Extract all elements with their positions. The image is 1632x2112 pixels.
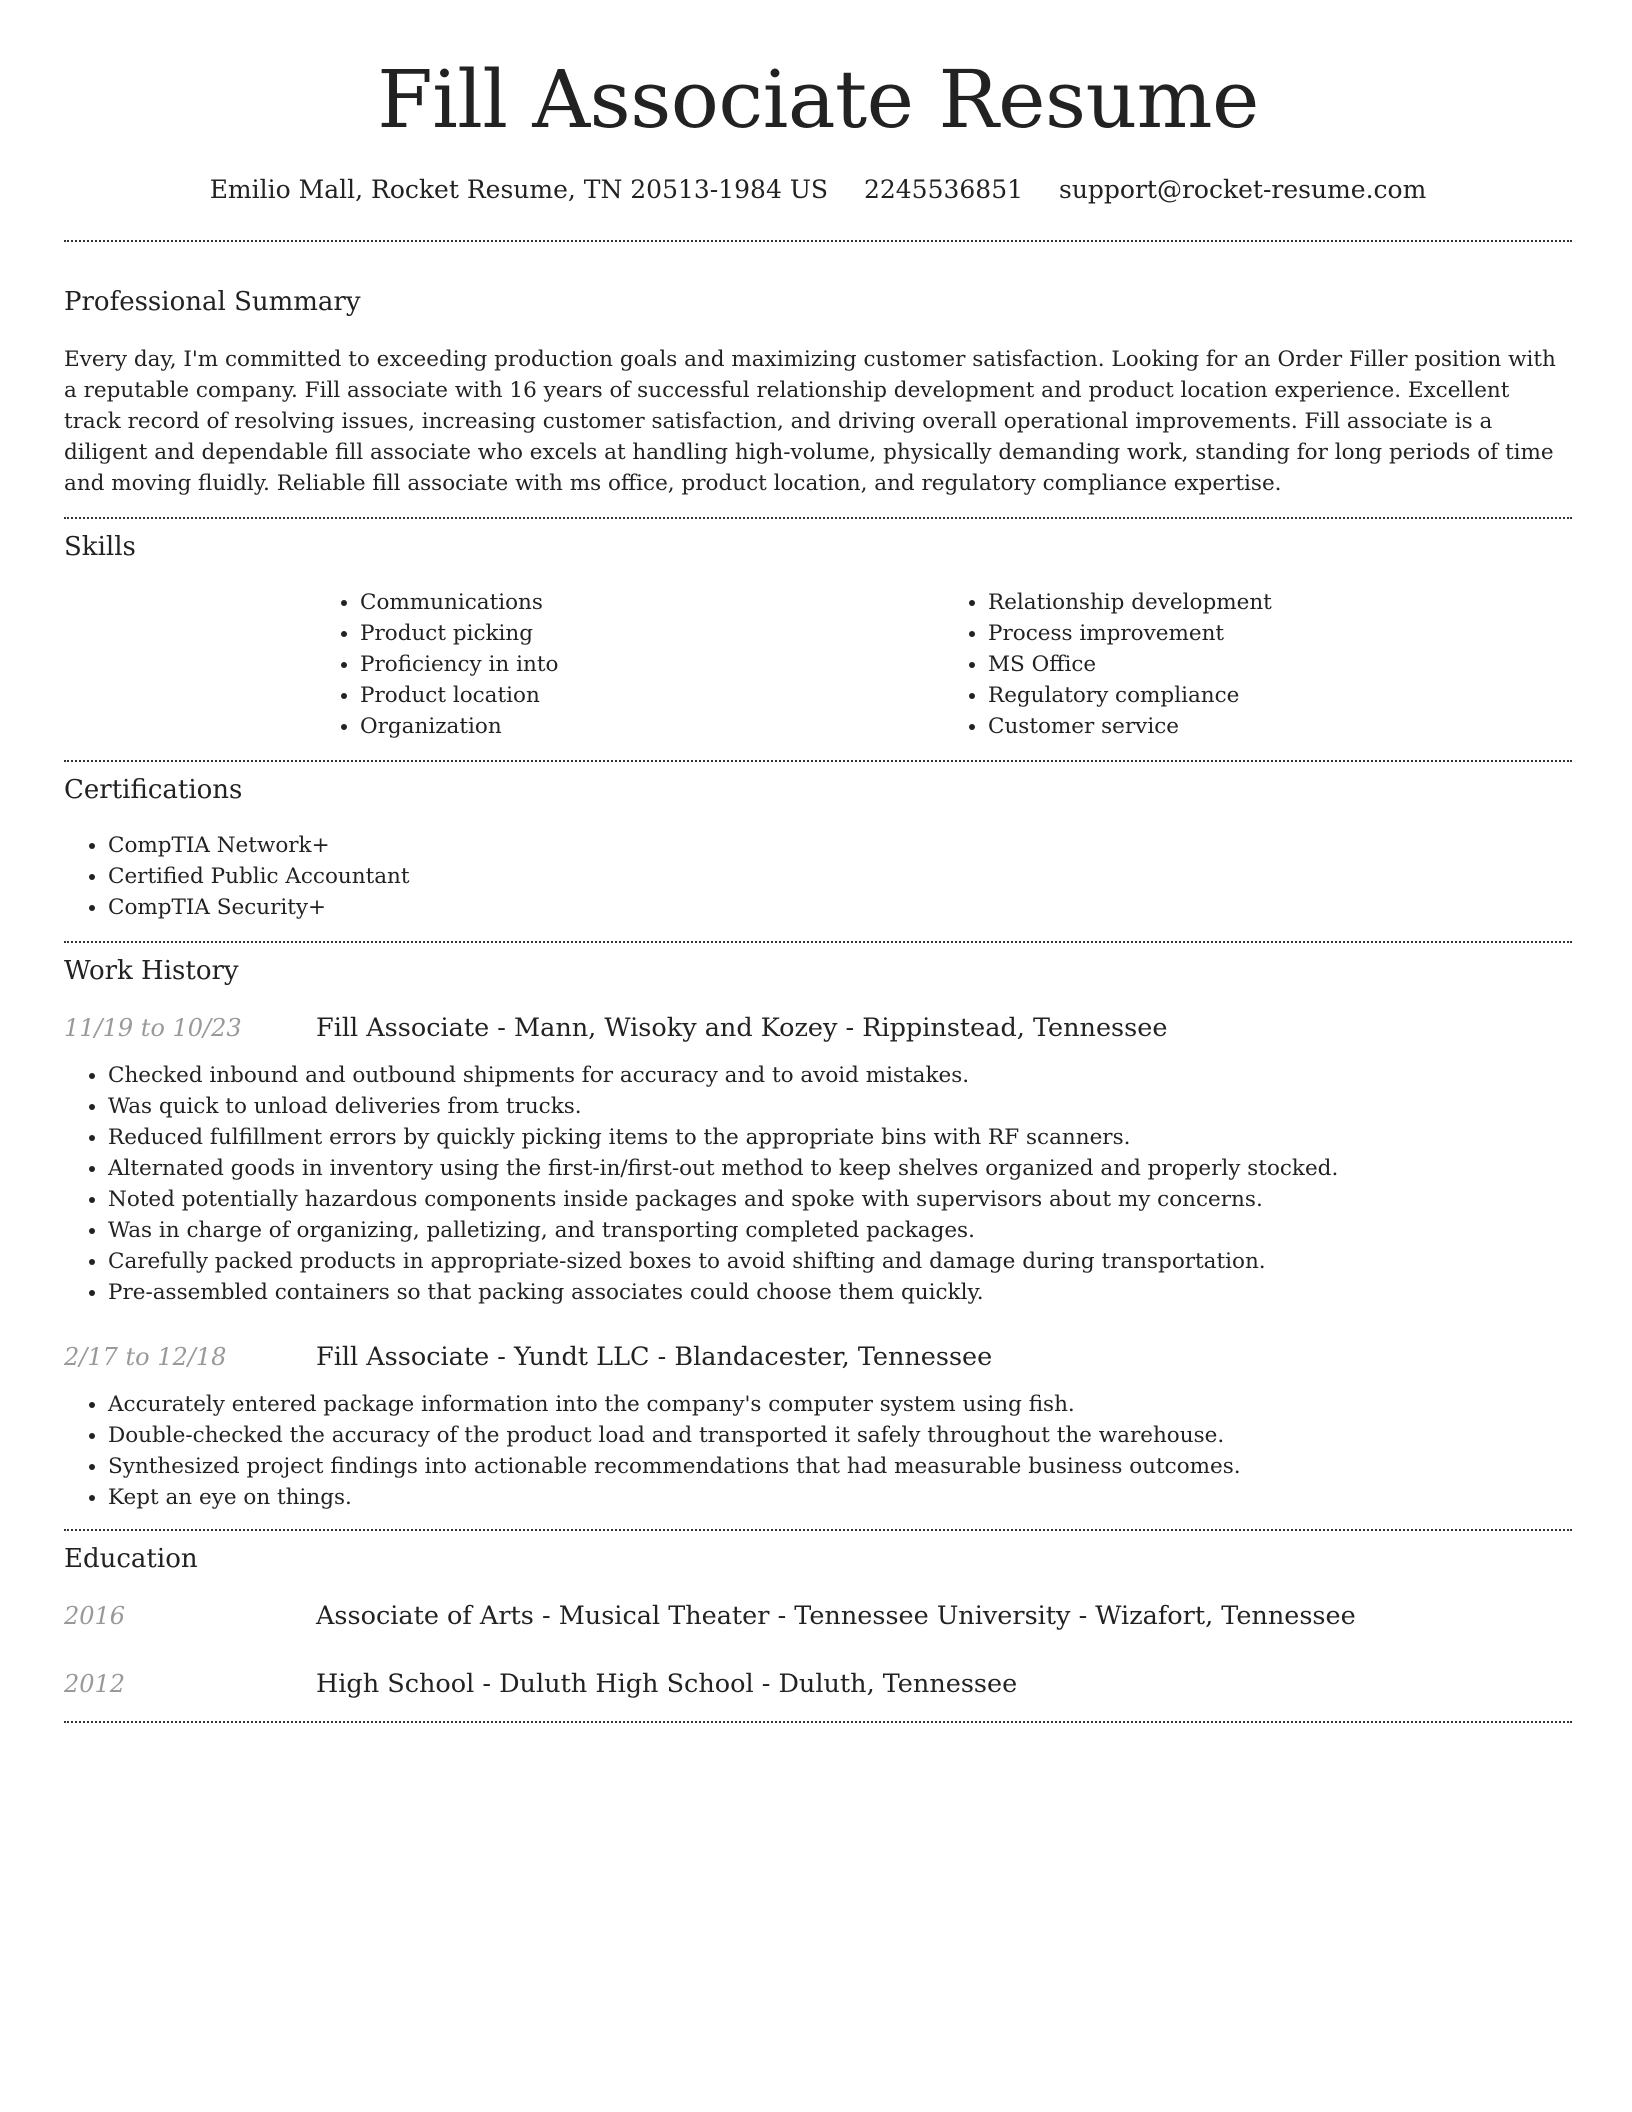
education-year: 2016: [64, 1602, 126, 1630]
section-heading-education: Education: [64, 1544, 198, 1574]
skill-item: • Customer service: [988, 711, 1572, 742]
skills-list-left: [316, 587, 944, 742]
education-heading: High School - Duluth High School - Duluth, Tennessee: [316, 1669, 1018, 1699]
education-field: Musical Theater: [558, 1601, 770, 1631]
job-title: Fill Associate: [316, 1013, 490, 1043]
skills-list-right: [944, 587, 1572, 742]
education-school: Tennessee University: [794, 1601, 1071, 1631]
job-bullet: • Kept an eye on things.: [108, 1482, 1572, 1513]
summary-text: Every day, I'm committed to exceeding production goals and maximizing customer satisfaction. Looking for an Order Filler position with a reputable company. Fill associate with 16 years of successful relationship development and product location experience. Excellent track record of resolving issues, increasing customer satisfaction, and driving overall operational improvements. Fill associate is a diligent and dependable fill associate who excels at handling high-volume, physically demanding work, standing for long periods of time and moving fluidly. Reliable fill associate with ms office, product location, and regulatory compliance expertise.: [64, 347, 1556, 496]
education-school: Duluth High School: [499, 1669, 754, 1699]
certification-item: • Certified Public Accountant: [108, 861, 1572, 892]
skill-item: • Process improvement: [988, 618, 1572, 649]
section-heading-certifications: Certifications: [64, 775, 243, 805]
job-entry: [64, 1340, 1572, 1513]
section-heading-skills: Skills: [64, 532, 136, 562]
job-heading: Fill Associate - Yundt LLC - Blandacester, Tennessee: [316, 1342, 993, 1372]
skill-item: • Regulatory compliance: [988, 680, 1572, 711]
job-bullet: • Was quick to unload deliveries from trucks.: [108, 1091, 1572, 1122]
job-entry: [64, 1011, 1572, 1308]
job-bullet: • Alternated goods in inventory using the first-in/first-out method to keep shelves organized and properly stocked.: [108, 1153, 1572, 1184]
education-entry: [64, 1599, 1572, 1633]
summary-section: [64, 242, 1572, 517]
education-entry: [64, 1667, 1572, 1701]
job-header-row: [64, 1011, 1572, 1045]
contact-phone: 2245536851: [863, 175, 1024, 204]
job-bullets: [64, 1060, 1572, 1308]
job-company: Yundt LLC: [514, 1342, 650, 1372]
education-degree: High School: [316, 1669, 475, 1699]
job-bullet: • Synthesized project findings into actionable recommendations that had measurable business outcomes.: [108, 1451, 1572, 1482]
education-degree: Associate of Arts: [316, 1601, 534, 1631]
certifications-list: [64, 830, 1572, 923]
divider: [64, 1721, 1572, 1723]
job-location: Blandacester, Tennessee: [674, 1342, 993, 1372]
section-heading-work-history: Work History: [64, 956, 239, 986]
job-bullet: • Reduced fulfillment errors by quickly picking items to the appropriate bins with RF scanners.: [108, 1122, 1572, 1153]
resume-page: [64, 0, 1572, 1723]
resume-title: Fill Associate Resume: [377, 53, 1259, 146]
job-header-row: [64, 1340, 1572, 1374]
job-bullet: • Accurately entered package information into the company's computer system using fish.: [108, 1389, 1572, 1420]
education-heading: Associate of Arts - Musical Theater - Tennessee University - Wizafort, Tennessee: [316, 1601, 1356, 1631]
job-bullet: • Double-checked the accuracy of the product load and transported it safely throughout the warehouse.: [108, 1420, 1572, 1451]
education-location: Wizafort, Tennessee: [1095, 1601, 1356, 1631]
skill-item: • Product location: [360, 680, 944, 711]
skill-item: • Product picking: [360, 618, 944, 649]
job-dates: 11/19 to 10/23: [64, 1014, 242, 1042]
education-section: [64, 1531, 1572, 1721]
skill-item: • Relationship development: [988, 587, 1572, 618]
skill-item: • MS Office: [988, 649, 1572, 680]
skills-section: [64, 519, 1572, 760]
job-bullet: • Was in charge of organizing, palletizing, and transporting completed packages.: [108, 1215, 1572, 1246]
job-dates: 2/17 to 12/18: [64, 1343, 227, 1371]
education-year: 2012: [64, 1670, 126, 1698]
certifications-section: [64, 762, 1572, 941]
section-heading-summary: Professional Summary: [64, 287, 361, 317]
work-history-section: [64, 943, 1572, 1529]
job-heading: Fill Associate - Mann, Wisoky and Kozey - Rippinstead, Tennessee: [316, 1013, 1168, 1043]
job-bullet: • Checked inbound and outbound shipments for accuracy and to avoid mistakes.: [108, 1060, 1572, 1091]
education-location: Duluth, Tennessee: [778, 1669, 1018, 1699]
certification-item: • CompTIA Security+: [108, 892, 1572, 923]
job-bullet: • Carefully packed products in appropriate-sized boxes to avoid shifting and damage during transportation.: [108, 1246, 1572, 1277]
skill-item: • Communications: [360, 587, 944, 618]
skill-item: • Proficiency in into: [360, 649, 944, 680]
contact-address: Emilio Mall, Rocket Resume, TN 20513-1984 US: [209, 175, 829, 204]
job-bullet: • Pre-assembled containers so that packing associates could choose them quickly.: [108, 1277, 1572, 1308]
skills-grid: [316, 587, 1572, 742]
job-title: Fill Associate: [316, 1342, 490, 1372]
contact-line: [64, 172, 1572, 208]
skill-item: • Organization: [360, 711, 944, 742]
contact-email: support@rocket-resume.com: [1058, 175, 1427, 204]
job-bullet: • Noted potentially hazardous components inside packages and spoke with supervisors about my concerns.: [108, 1184, 1572, 1215]
job-location: Rippinstead, Tennessee: [862, 1013, 1168, 1043]
job-bullets: [64, 1389, 1572, 1513]
job-company: Mann, Wisoky and Kozey: [514, 1013, 838, 1043]
certification-item: • CompTIA Network+: [108, 830, 1572, 861]
